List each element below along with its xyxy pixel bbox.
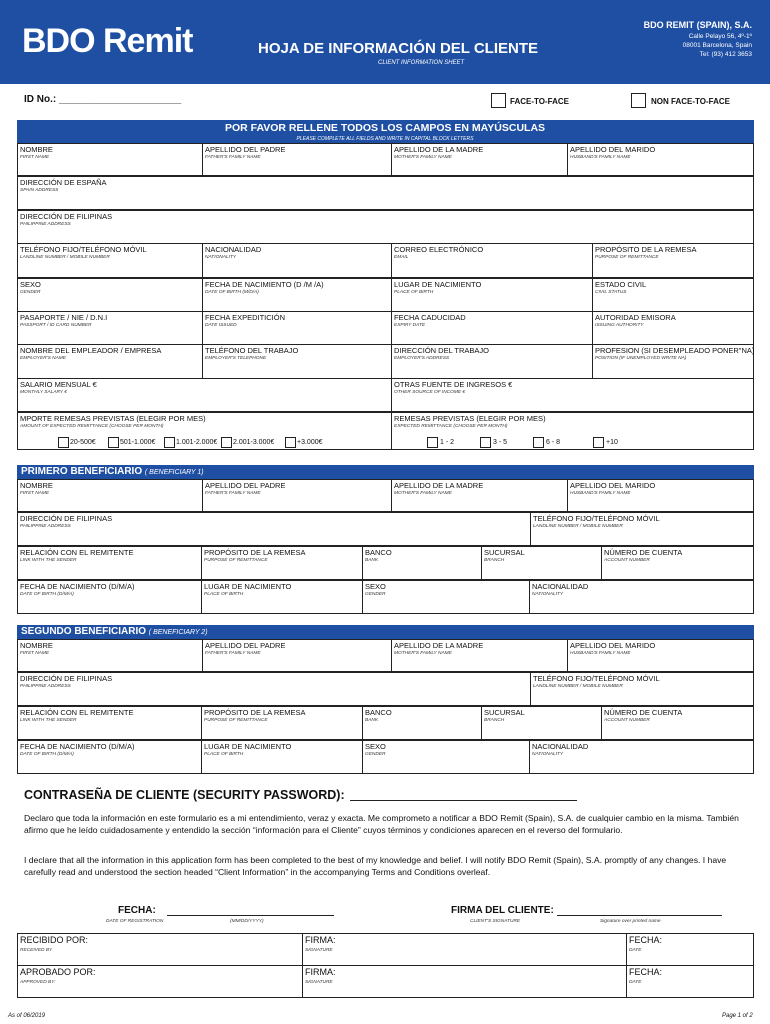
amount-option-label: 2.001-3.000€ bbox=[233, 439, 275, 446]
ben1-bank-field[interactable] bbox=[362, 546, 482, 580]
firma-label: FIRMA: bbox=[305, 935, 336, 945]
ben1-nationality-label: NACIONALIDAD bbox=[532, 582, 589, 591]
count-checkbox[interactable] bbox=[480, 437, 491, 448]
ben1-bank-sublabel: BANK bbox=[365, 558, 379, 563]
ben1-birth-date-field[interactable] bbox=[17, 580, 202, 614]
ben1-gender-sublabel: GENDER bbox=[365, 592, 386, 597]
ben1-mother-family-name-sublabel: MOTHER'S FAMILY NAME bbox=[394, 491, 452, 496]
civil-field[interactable] bbox=[592, 278, 754, 313]
ben2-account-sublabel: ACCOUNT NUMBER bbox=[604, 718, 650, 723]
ben1-birth-place-sublabel: PLACE OF BIRTH bbox=[204, 592, 244, 597]
amount-checkbox[interactable] bbox=[58, 437, 69, 448]
ben2-philippine-address-label: DIRECCIÓN DE FILIPINAS bbox=[20, 674, 113, 683]
prof-field[interactable] bbox=[592, 344, 754, 379]
ben2-account-field[interactable] bbox=[601, 706, 754, 740]
ben2-relationship-field[interactable] bbox=[17, 706, 202, 740]
count-checkbox[interactable] bbox=[593, 437, 604, 448]
amount-checkbox[interactable] bbox=[221, 437, 232, 448]
date-sub: DATE bbox=[629, 980, 642, 985]
ben2-first-name-sublabel: FIRST NAME bbox=[20, 651, 50, 656]
approved-date-field[interactable] bbox=[626, 965, 754, 998]
amount-option-label: 20-500€ bbox=[70, 439, 96, 446]
ben2-birth-place-field[interactable] bbox=[201, 740, 363, 774]
email-sublabel: EMAIL bbox=[394, 255, 409, 260]
ben1-relationship-sublabel: LINK WITH THE SENDER bbox=[20, 558, 77, 563]
footer-page: Page 1 of 2 bbox=[722, 1013, 753, 1019]
civil-sublabel: CIVIL STATUS bbox=[595, 290, 627, 295]
received-by-field[interactable] bbox=[17, 933, 303, 966]
bdo-remit-logo: BDO Remit bbox=[22, 22, 193, 60]
address-line-1: Calle Pelayo 56, 4º-1º bbox=[688, 33, 752, 40]
banner-title: POR FAVOR RELLENE TODOS LOS CAMPOS EN MAYÚSCULAS bbox=[224, 122, 546, 134]
date-format-hint: (MM/DD/YYYY) bbox=[230, 919, 264, 924]
father-family-name-sublabel: FATHER'S FAMILY NAME bbox=[205, 155, 261, 160]
monthly-salary-label: SALARIO MENSUAL € bbox=[20, 380, 97, 389]
dirt-label: DIRECCIÓN DEL TRABAJO bbox=[394, 346, 490, 355]
fecha-label-2: FECHA: bbox=[629, 967, 663, 977]
count-checkbox[interactable] bbox=[533, 437, 544, 448]
ben1-account-field[interactable] bbox=[601, 546, 754, 580]
pas-label: PASAPORTE / NIE / D.N.I bbox=[20, 313, 108, 322]
husband-family-name-sublabel: HUSBAND'S FAMILY NAME bbox=[570, 155, 631, 160]
ben2-birth-date-sublabel: DATE OF BIRTH (D/M/A) bbox=[20, 752, 74, 757]
philippine-address-label: DIRECCIÓN DE FILIPINAS bbox=[20, 212, 113, 221]
ben2-phone-label: TELÉFONO FIJO/TELÉFONO MÓVIL bbox=[533, 674, 660, 683]
ben2-gender-field[interactable] bbox=[362, 740, 530, 774]
expected-remittances-sublabel: EXPECTED REMITTANCE (CHOOSE PER MONTH) bbox=[394, 424, 508, 429]
ben2-bank-field[interactable] bbox=[362, 706, 482, 740]
received-by-label: RECIBIDO POR: bbox=[20, 935, 89, 945]
ben2-bank-label: BANCO bbox=[365, 708, 392, 717]
ben2-bank-sublabel: BANK bbox=[365, 718, 379, 723]
philippine-address-field[interactable] bbox=[17, 210, 754, 244]
monthly-salary-sublabel: MONTHLY SALARY € bbox=[20, 390, 67, 395]
expected-amount-sublabel: AMOUNT OF EXPECTED REMITTANCE (CHOOSE PER MONTH) bbox=[20, 424, 164, 429]
aut-sublabel: ISSUING AUTHORITY bbox=[595, 323, 644, 328]
ben1-purpose-label: PROPÓSITO DE LA REMESA bbox=[204, 548, 306, 557]
prof-sublabel: POSITION (IF UNEMPLOYED WRITE NA) bbox=[595, 356, 687, 361]
footer-version: As of 06/2019 bbox=[8, 1013, 46, 1019]
first-name-sublabel: FIRST NAME bbox=[20, 155, 50, 160]
ben2-husband-family-name-field[interactable] bbox=[567, 639, 754, 672]
amount-option-label: +3.000€ bbox=[297, 439, 323, 446]
ben1-husband-family-name-field[interactable] bbox=[567, 479, 754, 512]
ben2-first-name-field[interactable] bbox=[17, 639, 203, 672]
ben1-account-sublabel: ACCOUNT NUMBER bbox=[604, 558, 650, 563]
other-income-sublabel: OTHER SOURCE OF INCOME € bbox=[394, 390, 466, 395]
mother-family-name-label: APELLIDO DE LA MADRE bbox=[394, 145, 484, 154]
amount-checkbox[interactable] bbox=[164, 437, 175, 448]
client-signature-label: FIRMA DEL CLIENTE: bbox=[451, 905, 554, 916]
dirt-field[interactable] bbox=[391, 344, 593, 379]
amount-checkbox[interactable] bbox=[285, 437, 296, 448]
fcad-field[interactable] bbox=[391, 311, 593, 346]
count-option-label: 1 - 2 bbox=[440, 439, 455, 446]
husband-family-name-label: APELLIDO DEL MARIDO bbox=[570, 145, 656, 154]
ben1-phone-sublabel: LANDLINE NUMBER / MOBILE NUMBER bbox=[533, 524, 623, 529]
telt-sublabel: EMPLOYER'S TELEPHONE bbox=[205, 356, 267, 361]
ben2-father-family-name-field[interactable] bbox=[202, 639, 392, 672]
first-name-field[interactable] bbox=[17, 143, 203, 176]
aut-label: AUTORIDAD EMISORA bbox=[595, 313, 676, 322]
ben2-father-family-name-label: APELLIDO DEL PADRE bbox=[205, 641, 286, 650]
ben2-philippine-address-field[interactable] bbox=[17, 672, 531, 706]
father-family-name-field[interactable] bbox=[202, 143, 392, 176]
date-of-registration: DATE OF REGISTRATION bbox=[106, 919, 164, 924]
ben1-mother-family-name-label: APELLIDO DE LA MADRE bbox=[394, 481, 484, 490]
ben2-branch-sublabel: BRANCH bbox=[484, 718, 505, 723]
ben1-gender-label: SEXO bbox=[365, 582, 386, 591]
sexo-field[interactable] bbox=[17, 278, 203, 313]
approved-signature-field[interactable] bbox=[302, 965, 627, 998]
address-line-2: 08001 Barcelona, Spain bbox=[682, 42, 752, 49]
other-income-field[interactable] bbox=[391, 378, 754, 412]
ben2-nationality-sublabel: NATIONALITY bbox=[532, 752, 564, 757]
ben2-gender-sublabel: GENDER bbox=[365, 752, 386, 757]
fnac-field[interactable] bbox=[202, 278, 392, 313]
philippine-address-sublabel: PHILIPPINE ADDRESS bbox=[20, 222, 71, 227]
prop-sublabel: PURPOSE OF REMITTANCE bbox=[595, 255, 659, 260]
ben2-nationality-field[interactable] bbox=[529, 740, 754, 774]
husband-family-name-field[interactable] bbox=[567, 143, 754, 176]
fecha-label: FECHA: bbox=[118, 905, 156, 916]
ben1-phone-field[interactable] bbox=[530, 512, 754, 546]
spain-address-field[interactable] bbox=[17, 176, 754, 210]
date-field[interactable] bbox=[167, 915, 334, 916]
ben2-purpose-field[interactable] bbox=[201, 706, 363, 740]
ben2-mother-family-name-sublabel: MOTHER'S FAMILY NAME bbox=[394, 651, 452, 656]
ben2-birth-place-sublabel: PLACE OF BIRTH bbox=[204, 752, 244, 757]
count-option-label: 3 - 5 bbox=[493, 439, 508, 446]
ben2-purpose-sublabel: PURPOSE OF REMITTANCE bbox=[204, 718, 268, 723]
ben1-relationship-label: RELACIÓN CON EL REMITENTE bbox=[20, 548, 134, 557]
telt-label: TELÉFONO DEL TRABAJO bbox=[205, 346, 299, 355]
amount-checkbox[interactable] bbox=[108, 437, 119, 448]
mother-family-name-field[interactable] bbox=[391, 143, 568, 176]
spain-address-sublabel: SPAIN ADDRESS bbox=[20, 188, 59, 193]
telt-field[interactable] bbox=[202, 344, 392, 379]
pas-field[interactable] bbox=[17, 311, 203, 346]
ben2-birth-date-field[interactable] bbox=[17, 740, 202, 774]
ben1-mother-family-name-field[interactable] bbox=[391, 479, 568, 512]
date-sub: DATE bbox=[629, 948, 642, 953]
face-to-face-label: FACE-TO-FACE bbox=[510, 97, 569, 106]
emp-sublabel: EMPLOYER'S NAME bbox=[20, 356, 66, 361]
ben1-philippine-address-field[interactable] bbox=[17, 512, 531, 546]
father-family-name-label: APELLIDO DEL PADRE bbox=[205, 145, 286, 154]
signature-sub: SIGNATURE bbox=[305, 980, 333, 985]
amount-option-label: 501-1.000€ bbox=[120, 439, 156, 446]
ben2-father-family-name-sublabel: FATHER'S FAMILY NAME bbox=[205, 651, 261, 656]
fexp-field[interactable] bbox=[202, 311, 392, 346]
ben2-birth-date-label: FECHA DE NACIMIENTO (D/M/A) bbox=[20, 742, 135, 751]
ben1-first-name-field[interactable] bbox=[17, 479, 203, 512]
face-to-face-checkbox[interactable] bbox=[491, 93, 506, 108]
ben2-relationship-sublabel: LINK WITH THE SENDER bbox=[20, 718, 77, 723]
first-name-label: NOMBRE bbox=[20, 145, 53, 154]
ben2-purpose-label: PROPÓSITO DE LA REMESA bbox=[204, 708, 306, 717]
ben1-bank-label: BANCO bbox=[365, 548, 392, 557]
signature-sub: SIGNATURE bbox=[305, 948, 333, 953]
prop-field[interactable] bbox=[592, 243, 754, 278]
ben2-birth-place-label: LUGAR DE NACIMIENTO bbox=[204, 742, 292, 751]
fnac-label: FECHA DE NACIMIENTO (D /M /A) bbox=[205, 280, 324, 289]
sexo-sublabel: GENDER bbox=[20, 290, 41, 295]
fexp-label: FECHA EXPEDITICIÓN bbox=[205, 313, 286, 322]
ben2-branch-label: SUCURSAL bbox=[484, 708, 525, 717]
ben1-father-family-name-field[interactable] bbox=[202, 479, 392, 512]
security-password-field[interactable] bbox=[350, 800, 577, 801]
sexo-label: SEXO bbox=[20, 280, 41, 289]
ben2-husband-family-name-sublabel: HUSBAND'S FAMILY NAME bbox=[570, 651, 631, 656]
monthly-salary-field[interactable] bbox=[17, 378, 393, 412]
fnac-sublabel: DATE OF BIRTH (M/D/A) bbox=[205, 290, 259, 295]
lnac-label: LUGAR DE NACIMIENTO bbox=[394, 280, 482, 289]
received-by-sub: RECEIVED BY bbox=[20, 948, 53, 953]
tel-field[interactable] bbox=[17, 243, 203, 278]
ben1-account-label: NÚMERO DE CUENTA bbox=[604, 548, 683, 557]
mother-family-name-sublabel: MOTHER'S FAMILY NAME bbox=[394, 155, 452, 160]
ben1-relationship-field[interactable] bbox=[17, 546, 202, 580]
ben1-philippine-address-label: DIRECCIÓN DE FILIPINAS bbox=[20, 514, 113, 523]
ben1-birth-place-label: LUGAR DE NACIMIENTO bbox=[204, 582, 292, 591]
header-bar bbox=[0, 0, 770, 84]
ben1-father-family-name-label: APELLIDO DEL PADRE bbox=[205, 481, 286, 490]
approved-by-label: APROBADO POR: bbox=[20, 967, 96, 977]
other-income-label: OTRAS FUENTE DE INGRESOS € bbox=[394, 380, 513, 389]
banner-subtitle: PLEASE COMPLETE ALL FIELDS AND WRITE IN CAPITAL BLOCK LETTERS bbox=[296, 136, 474, 142]
ben1-branch-label: SUCURSAL bbox=[484, 548, 525, 557]
lnac-field[interactable] bbox=[391, 278, 593, 313]
dirt-sublabel: EMPLOYER'S ADDRESS bbox=[394, 356, 450, 361]
count-option-label: 6 - 8 bbox=[546, 439, 561, 446]
ben2-mother-family-name-label: APELLIDO DE LA MADRE bbox=[394, 641, 484, 650]
ben1-first-name-sublabel: FIRST NAME bbox=[20, 491, 50, 496]
ben1-nationality-sublabel: NATIONALITY bbox=[532, 592, 564, 597]
declaration-english: I declare that all the information in this application form has been completed to the best of my knowledge and belief. I will notify BDO Remit (Spain), S.A. promptly of any changes. I have carefully read and understood the section headed “Client Information” in the accompanying Terms and Conditions overleaf. bbox=[24, 855, 727, 877]
lnac-sublabel: PLACE OF BIRTH bbox=[394, 290, 434, 295]
ben1-birth-date-label: FECHA DE NACIMIENTO (D/M/A) bbox=[20, 582, 135, 591]
client-signature-sub: CLIENT'S SIGNATURE bbox=[470, 919, 521, 924]
address-line-3: Tel: (93) 412 3653 bbox=[699, 51, 752, 58]
approved-by-field[interactable] bbox=[17, 965, 303, 998]
fcad-label: FECHA CADUCIDAD bbox=[394, 313, 466, 322]
ben1-husband-family-name-sublabel: HUSBAND'S FAMILY NAME bbox=[570, 491, 631, 496]
nac-sublabel: NATIONALITY bbox=[205, 255, 237, 260]
fecha-label-2: FECHA: bbox=[629, 935, 663, 945]
ben1-philippine-address-sublabel: PHILIPPINE ADDRESS bbox=[20, 524, 71, 529]
ben2-husband-family-name-label: APELLIDO DEL MARIDO bbox=[570, 641, 656, 650]
count-option-label: +10 bbox=[606, 439, 618, 446]
nac-field[interactable] bbox=[202, 243, 392, 278]
emp-label: NOMBRE DEL EMPLEADOR / EMPRESA bbox=[20, 346, 162, 355]
received-signature-field[interactable] bbox=[302, 933, 627, 966]
ben1-first-name-label: NOMBRE bbox=[20, 481, 53, 490]
ben1-birth-place-field[interactable] bbox=[201, 580, 363, 614]
tel-label: TELÉFONO FIJO/TELÉFONO MÓVIL bbox=[20, 245, 147, 254]
received-date-field[interactable] bbox=[626, 933, 754, 966]
ben1-purpose-field[interactable] bbox=[201, 546, 363, 580]
prof-label: PROFESION (SI DESEMPLEADO PONER"NA) bbox=[595, 346, 755, 355]
expected-amount-label: MPORTE REMESAS PREVISTAS (ELEGIR POR MES) bbox=[20, 414, 206, 423]
aut-field[interactable] bbox=[592, 311, 754, 346]
ben2-branch-field[interactable] bbox=[481, 706, 602, 740]
tel-sublabel: LANDLINE NUMBER / MOBILE NUMBER bbox=[20, 255, 110, 260]
non-face-to-face-label: NON FACE-TO-FACE bbox=[651, 97, 730, 106]
ben2-philippine-address-sublabel: PHILIPPINE ADDRESS bbox=[20, 684, 71, 689]
ben1-father-family-name-sublabel: FATHER'S FAMILY NAME bbox=[205, 491, 261, 496]
ben2-nationality-label: NACIONALIDAD bbox=[532, 742, 589, 751]
declaration-spanish: Declaro que toda la información en este formulario es a mi entendimiento, veraz y exacta. Me comprometo a notificar a BDO Remit (Spain), S.A. de cualquier cambio en la misma. También afirmo que he leído cuidadosamente y entendido la sección “información para el Cliente” cuyos términos y condiciones aparecen en el reverso del formulario. bbox=[24, 813, 739, 835]
beneficiary-1-header: PRIMERO BENEFICIARIO ( BENEFICIARY 1) bbox=[17, 465, 754, 479]
form-title: HOJA DE INFORMACIÓN DEL CLIENTE bbox=[258, 40, 539, 57]
id-number-field[interactable]: ID No.: ______________________ bbox=[24, 94, 182, 105]
ben1-husband-family-name-label: APELLIDO DEL MARIDO bbox=[570, 481, 656, 490]
ben1-phone-label: TELÉFONO FIJO/TELÉFONO MÓVIL bbox=[533, 514, 660, 523]
expected-remittances-label: REMESAS PREVISTAS (ELEGIR POR MES) bbox=[394, 414, 546, 423]
emp-field[interactable] bbox=[17, 344, 203, 379]
prop-label: PROPÓSITO DE LA REMESA bbox=[595, 245, 697, 254]
email-label: CORREO ELECTRÓNICO bbox=[394, 245, 484, 254]
count-checkbox[interactable] bbox=[427, 437, 438, 448]
amount-option-label: 1.001-2.000€ bbox=[176, 439, 218, 446]
fcad-sublabel: EXPIRY DATE bbox=[394, 323, 426, 328]
ben2-first-name-label: NOMBRE bbox=[20, 641, 53, 650]
fexp-sublabel: DATE ISSUED bbox=[205, 323, 237, 328]
company-name: BDO REMIT (SPAIN), S.A. bbox=[643, 20, 752, 30]
ben1-gender-field[interactable] bbox=[362, 580, 530, 614]
approved-by-sub: APPROVED BY: bbox=[20, 980, 56, 985]
ben1-branch-field[interactable] bbox=[481, 546, 602, 580]
firma-label: FIRMA: bbox=[305, 967, 336, 977]
ben1-branch-sublabel: BRANCH bbox=[484, 558, 505, 563]
spain-address-label: DIRECCIÓN DE ESPAÑA bbox=[20, 178, 107, 187]
ben2-phone-field[interactable] bbox=[530, 672, 754, 706]
ben2-mother-family-name-field[interactable] bbox=[391, 639, 568, 672]
ben1-nationality-field[interactable] bbox=[529, 580, 754, 614]
ben2-account-label: NÚMERO DE CUENTA bbox=[604, 708, 683, 717]
ben2-phone-sublabel: LANDLINE NUMBER / MOBILE NUMBER bbox=[533, 684, 623, 689]
pas-sublabel: PASSPORT / ID CARD NUMBER bbox=[20, 323, 92, 328]
ben1-birth-date-sublabel: DATE OF BIRTH (D/M/A) bbox=[20, 592, 74, 597]
non-face-to-face-checkbox[interactable] bbox=[631, 93, 646, 108]
client-signature-field[interactable] bbox=[557, 915, 722, 916]
form-subtitle: CLIENT INFORMATION SHEET bbox=[378, 60, 465, 66]
ben2-gender-label: SEXO bbox=[365, 742, 386, 751]
beneficiary-2-header: SEGUNDO BENEFICIARIO ( BENEFICIARY 2) bbox=[17, 625, 754, 639]
civil-label: ESTADO CIVIL bbox=[595, 280, 647, 289]
signature-printed-name: Signature over printed name bbox=[600, 919, 661, 924]
security-password-label: CONTRASEÑA DE CLIENTE (SECURITY PASSWORD): bbox=[24, 788, 345, 802]
ben2-relationship-label: RELACIÓN CON EL REMITENTE bbox=[20, 708, 134, 717]
email-field[interactable] bbox=[391, 243, 593, 278]
ben1-purpose-sublabel: PURPOSE OF REMITTANCE bbox=[204, 558, 268, 563]
nac-label: NACIONALIDAD bbox=[205, 245, 262, 254]
